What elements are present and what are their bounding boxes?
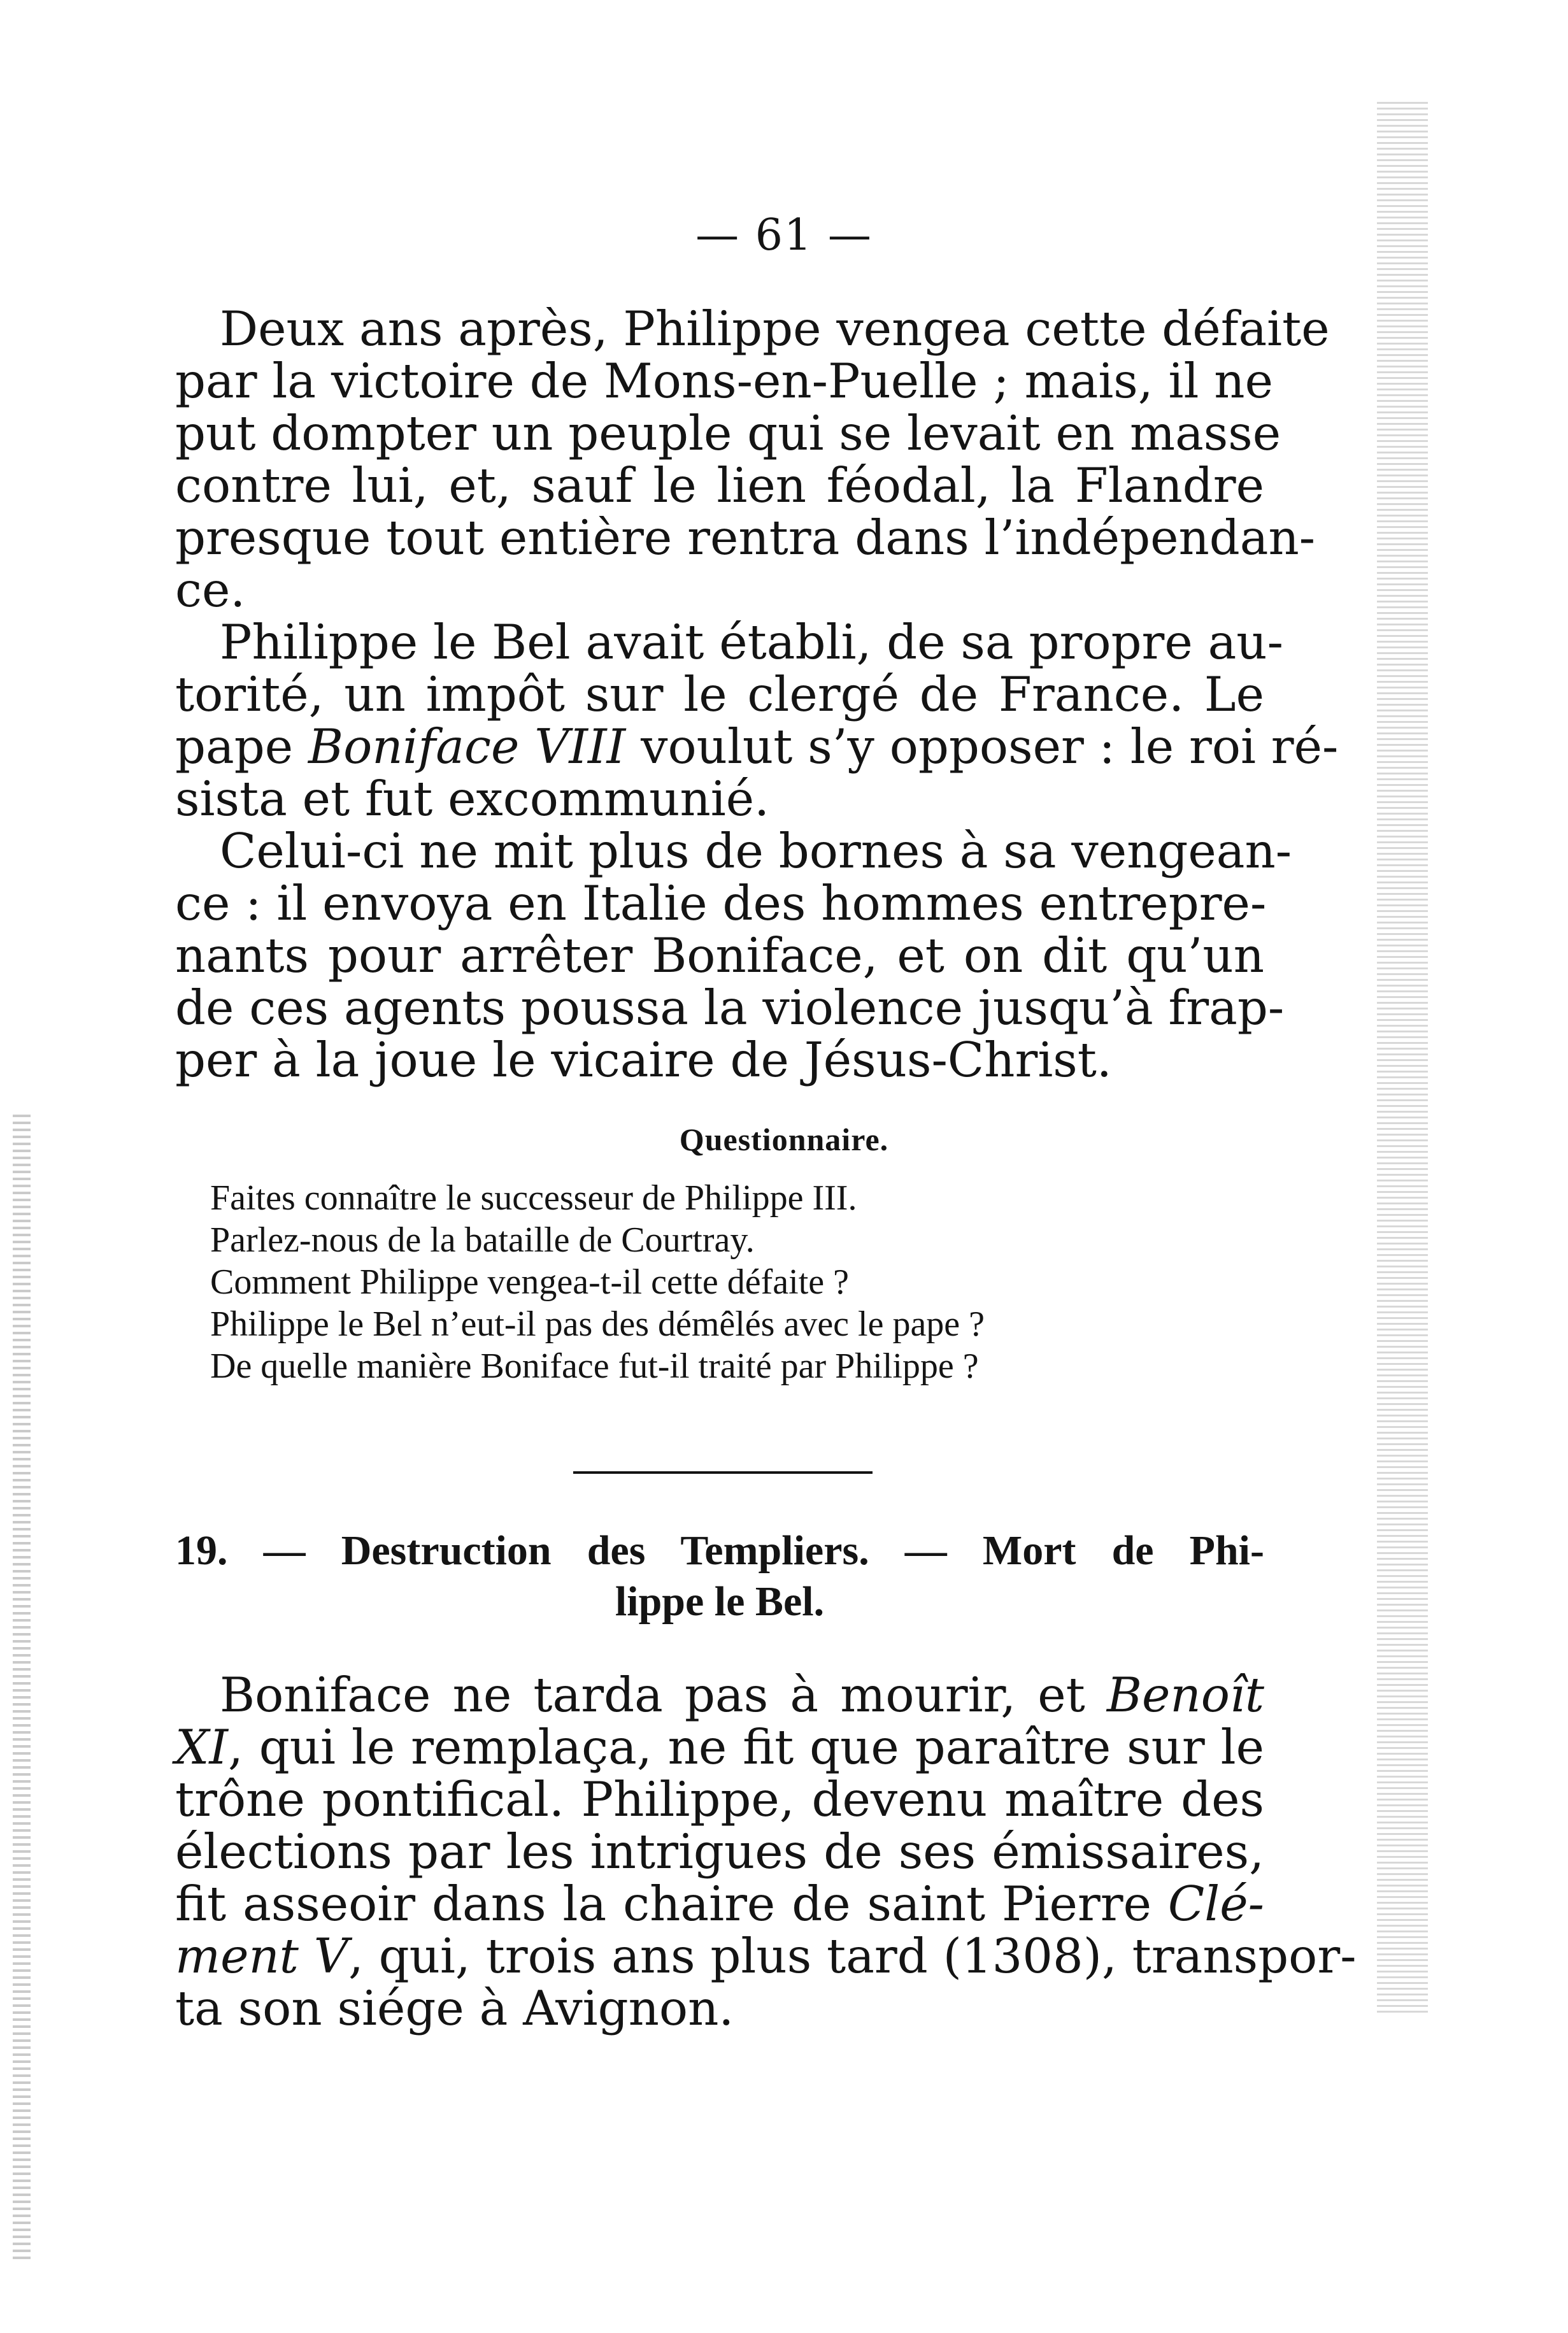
text-line: ce. [175,562,246,618]
text-line: Philippe le Bel avait établi, de sa propre au- [220,614,1283,670]
text-line: de ces agents poussa la violence jusqu’à frap- [175,980,1285,1036]
scan-edge-artifact [1377,102,1428,2013]
questionnaire-list [210,1177,985,1387]
text-line: pape Boniface VIII voulut s’y opposer : le roi ré- [175,718,1339,774]
text-line: fit asseoir dans la chaire de saint Pierre Clé- [175,1876,1264,1932]
question-item: Parlez-nous de la bataille de Courtray. [210,1220,755,1260]
text-line: Boniface ne tarda pas à mourir, et Benoît [220,1667,1264,1723]
text-line: presque tout entière rentra dans l’indépendan- [175,510,1316,566]
text-line: contre lui, et, sauf le lien féodal, la Flandre [175,457,1264,513]
italic-name: ment V [175,1928,348,1984]
text-line: ce : il envoya en Italie des hommes entrepre- [175,875,1267,931]
text-line: XI, qui le remplaça, ne fit que paraître sur le [175,1719,1264,1775]
page-number: — 61 — [695,210,873,260]
text-line: torité, un impôt sur le clergé de France. Le [175,666,1264,722]
section-heading-line: lippe le Bel. [615,1578,825,1625]
text-line: put dompter un peuple qui se levait en masse [175,405,1281,461]
text-block-top [175,301,1339,1088]
text-block-bottom [175,1667,1357,2036]
question-item: Philippe le Bel n’eut-il pas des démêlés avec le pape ? [210,1304,985,1344]
text-line: trône pontifical. Philippe, devenu maître des [175,1771,1264,1827]
text-line: par la victoire de Mons-en-Puelle ; mais, il ne [175,353,1273,409]
scan-edge-artifact-left [13,1115,31,2261]
italic-name: Clé- [1167,1876,1264,1932]
text-line: Deux ans après, Philippe vengea cette défaite [220,301,1330,357]
text-line: per à la joue le vicaire de Jésus-Christ. [175,1032,1112,1088]
question-item: Comment Philippe vengea-t-il cette défaite ? [210,1262,849,1302]
questionnaire-title: Questionnaire. [679,1122,889,1157]
text-line: ment V, qui, trois ans plus tard (1308), transpor- [175,1928,1357,1984]
text-line: nants pour arrêter Boniface, et on dit qu’un [175,927,1264,983]
italic-name: Benoît [1106,1667,1264,1723]
italic-name: XI [175,1719,229,1775]
text-line: sista et fut excommunié. [175,771,769,827]
section-heading-line: 19. — Destruction des Templiers. — Mort de Phi- [175,1527,1264,1574]
question-item: De quelle manière Boniface fut-il traité par Philippe ? [210,1346,979,1386]
text-line: élections par les intrigues de ses émissaires, [175,1823,1264,1880]
section-divider [573,1471,873,1474]
text-line: Celui-ci ne mit plus de bornes à sa vengean- [220,823,1292,879]
italic-name: Boniface VIII [308,718,626,774]
text-line: ta son siége à Avignon. [175,1980,734,2036]
question-item: Faites connaître le successeur de Philippe III. [210,1178,857,1218]
section-heading [175,1525,1264,1627]
